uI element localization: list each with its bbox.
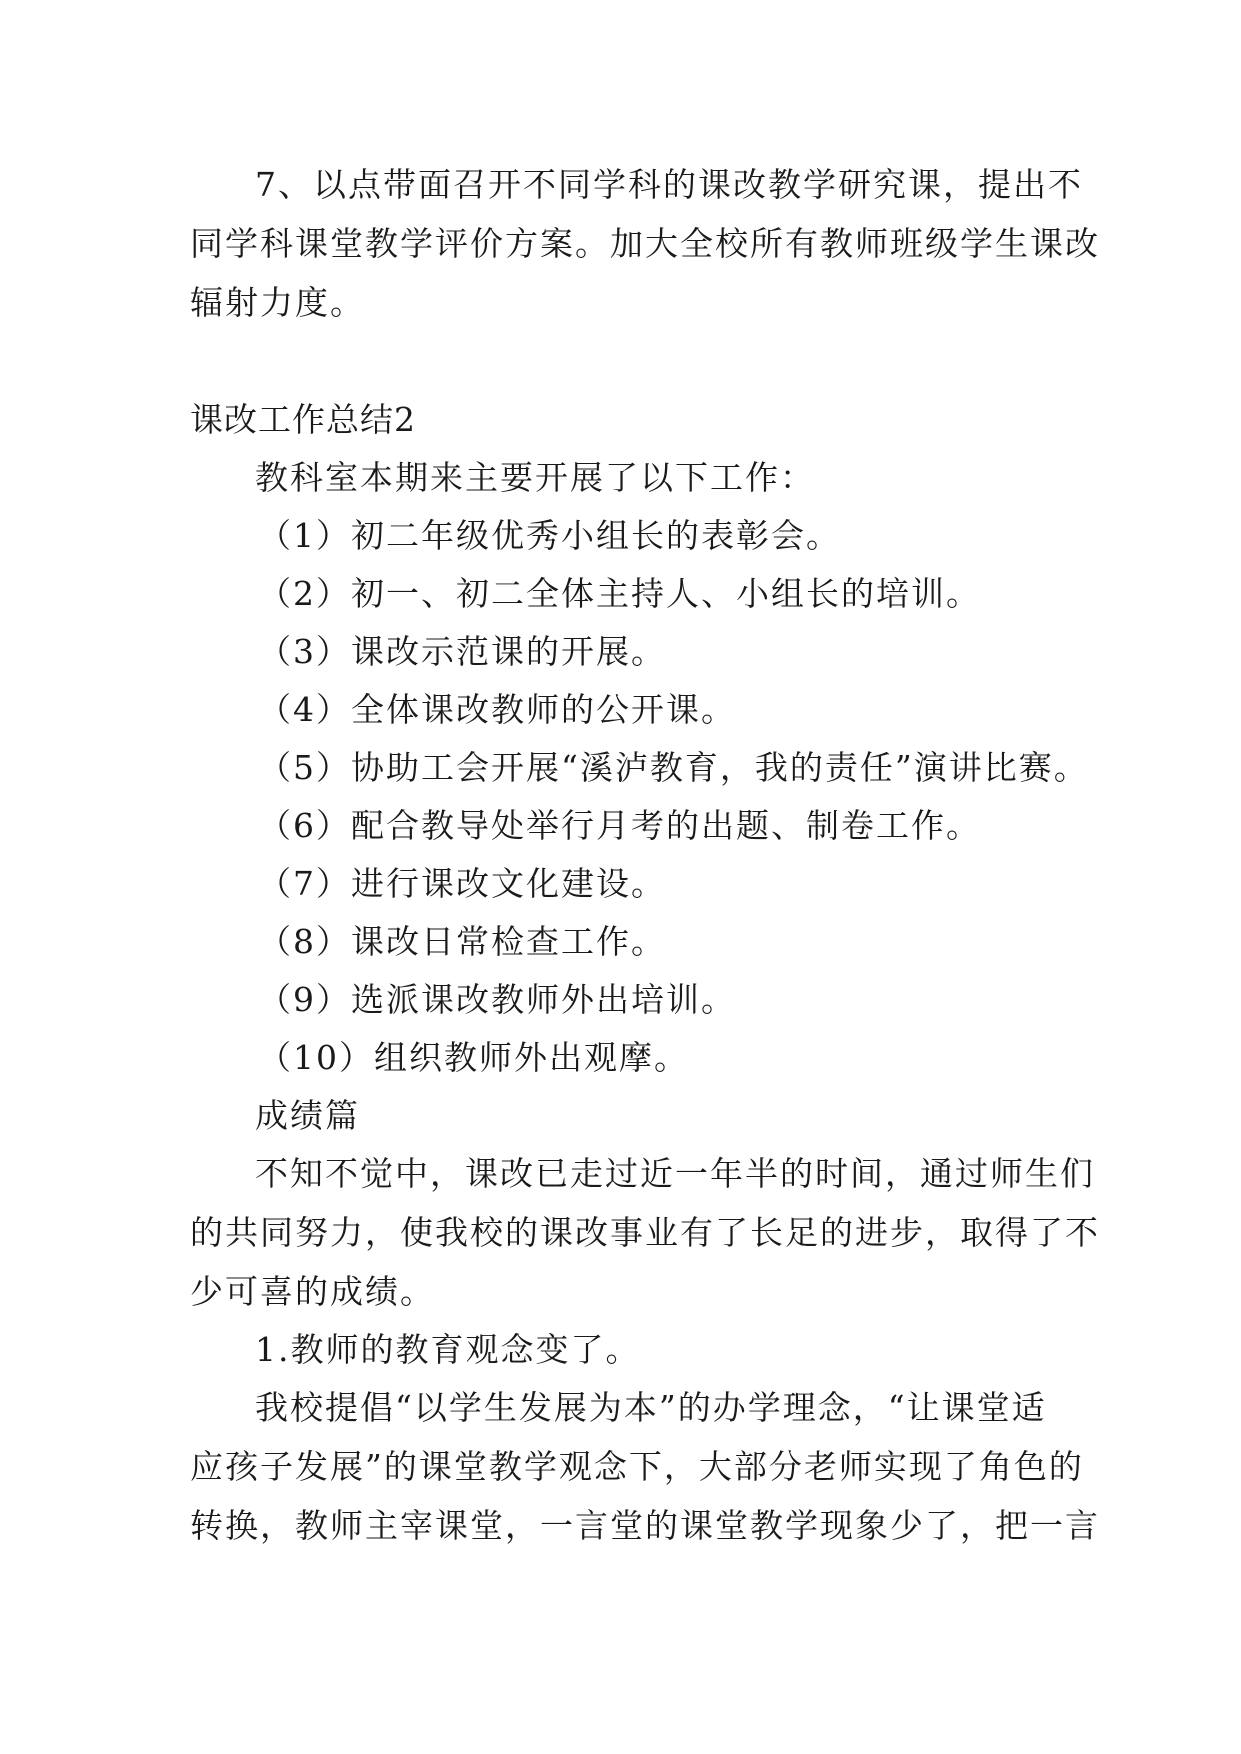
list-item: （1）初二年级优秀小组长的表彰会。 xyxy=(258,516,841,555)
list-item: （7）进行课改文化建设。 xyxy=(258,864,666,903)
list-item: （9）选派课改教师外出培训。 xyxy=(258,980,736,1019)
intro-paragraph-line-3: 辐射力度。 xyxy=(190,283,365,322)
list-item: （10）组织教师外出观摩。 xyxy=(258,1038,689,1077)
achievements-paragraph-line-2: 的共同努力，使我校的课改事业有了长足的进步，取得了不 xyxy=(190,1213,1100,1252)
list-item: （2）初一、初二全体主持人、小组长的培训。 xyxy=(258,574,981,613)
point-1-paragraph-line-2: 应孩子发展”的课堂教学观念下，大部分老师实现了角色的 xyxy=(190,1447,1084,1486)
list-item: （3）课改示范课的开展。 xyxy=(258,632,666,671)
section-title: 课改工作总结2 xyxy=(190,400,416,439)
achievements-paragraph-line-1: 不知不觉中，课改已走过近一年半的时间，通过师生们 xyxy=(255,1154,1095,1193)
intro-paragraph-line-2: 同学科课堂教学评价方案。加大全校所有教师班级学生课改 xyxy=(190,224,1100,263)
intro-paragraph-line-1: 7、以点带面召开不同学科的课改教学研究课，提出不 xyxy=(255,165,1083,204)
point-1-paragraph-line-3: 转换，教师主宰课堂，一言堂的课堂教学现象少了，把一言 xyxy=(190,1506,1100,1545)
achievements-heading: 成绩篇 xyxy=(255,1096,360,1135)
list-item: （8）课改日常检查工作。 xyxy=(258,922,666,961)
point-1-title: 1.教师的教育观念变了。 xyxy=(255,1330,641,1369)
list-item: （5）协助工会开展“溪泸教育，我的责任”演讲比赛。 xyxy=(258,748,1089,787)
section-intro: 教科室本期来主要开展了以下工作： xyxy=(255,458,815,497)
point-1-paragraph-line-1: 我校提倡“以学生发展为本”的办学理念，“让课堂适 xyxy=(255,1388,1047,1427)
list-item: （4）全体课改教师的公开课。 xyxy=(258,690,736,729)
list-item: （6）配合教导处举行月考的出题、制卷工作。 xyxy=(258,806,981,845)
achievements-paragraph-line-3: 少可喜的成绩。 xyxy=(190,1272,435,1311)
